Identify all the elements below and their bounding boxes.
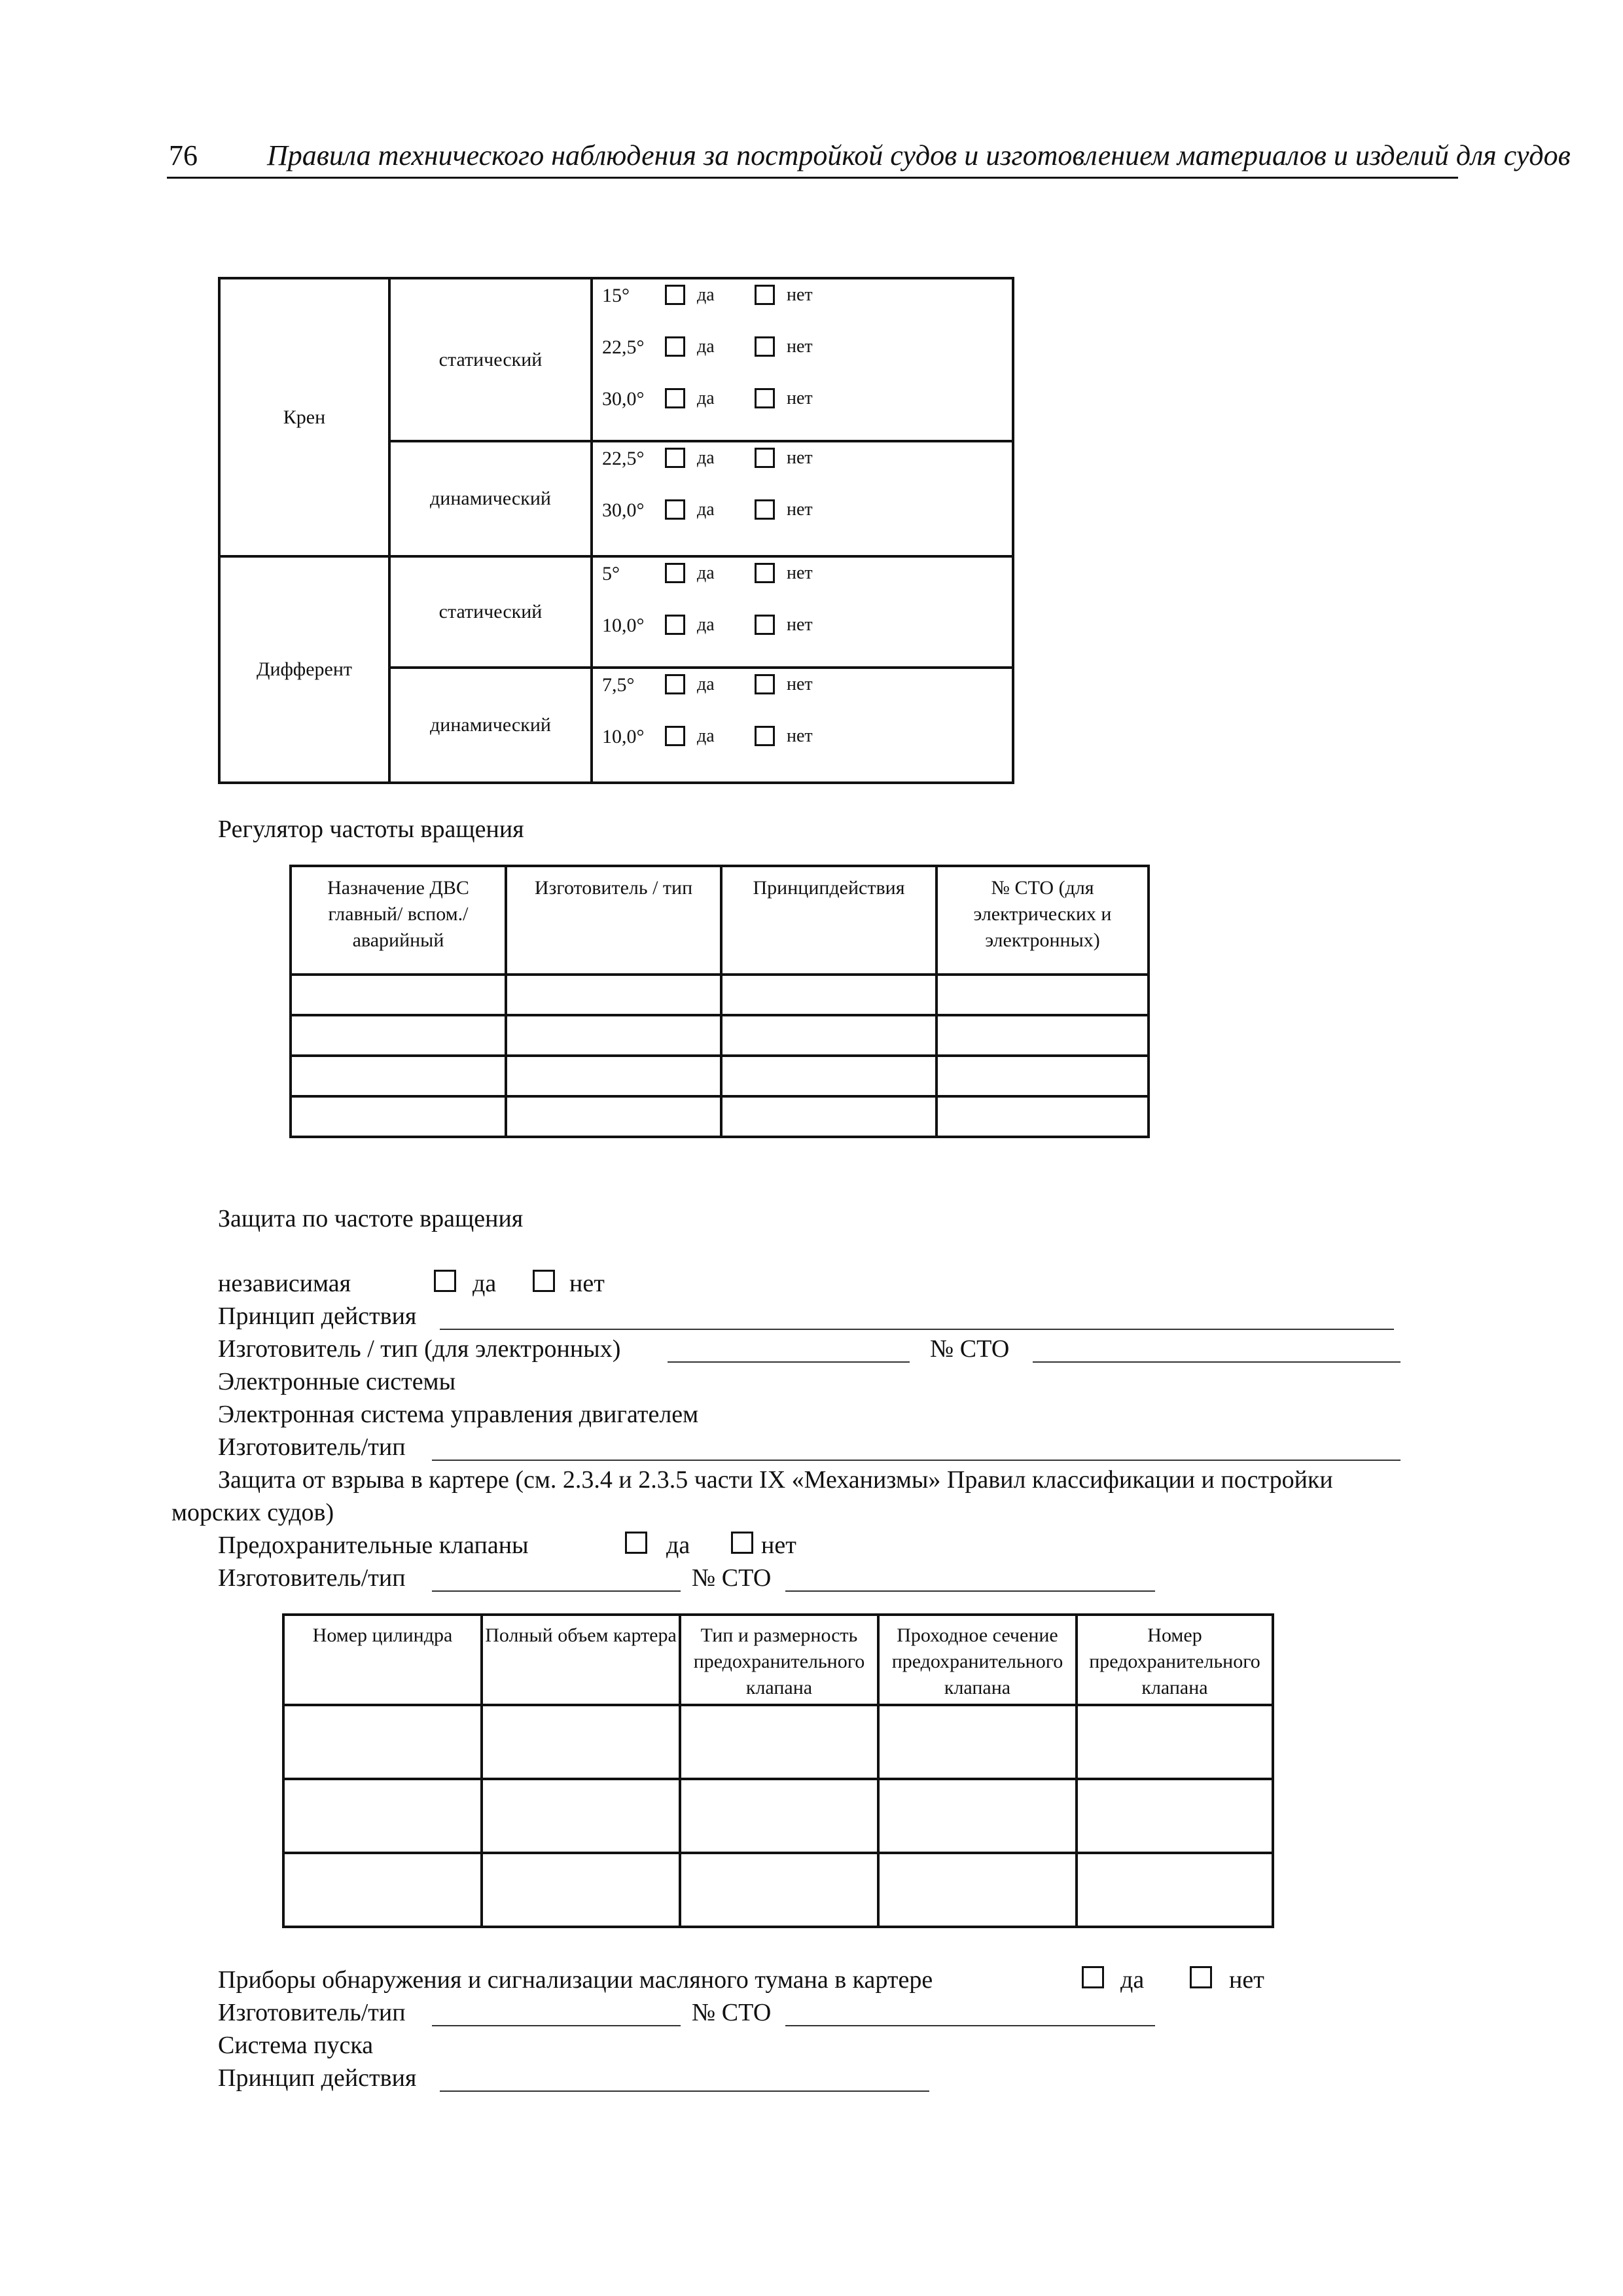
angle-option-row [602, 388, 1012, 440]
table-cell[interactable] [721, 1096, 936, 1137]
group-label: Крен [219, 278, 389, 556]
relief-no-label: нет [761, 1532, 796, 1559]
mode-label: статический [389, 278, 592, 441]
yes-label: да [697, 615, 715, 635]
table-cell[interactable] [936, 1015, 1149, 1056]
overspeed-heading: Защита по частоте вращения [218, 1205, 524, 1232]
principle-field[interactable] [440, 1329, 1394, 1330]
table-cell[interactable] [936, 975, 1149, 1015]
angle-option-row [602, 563, 1012, 615]
table-cell[interactable] [506, 1015, 721, 1056]
start-principle-field[interactable] [440, 2090, 929, 2092]
table-cell[interactable] [291, 1056, 506, 1096]
start-principle-label: Принцип действия [218, 2064, 417, 2092]
oil-mist-sto-field[interactable] [785, 2025, 1155, 2026]
oil-mist-label: Приборы обнаружения и сигнализации масляного тумана в картере [218, 1966, 933, 1994]
table-cell[interactable] [482, 1853, 680, 1927]
no-checkbox[interactable] [755, 615, 775, 635]
column-header: Тип и размерность предохранительного клапана [680, 1615, 878, 1705]
angle-value: 30,0° [602, 499, 645, 521]
column-header: Изготовитель / тип [506, 866, 721, 975]
yes-label: да [697, 285, 715, 305]
relief-valves-label: Предохранительные клапаны [218, 1532, 529, 1559]
no-checkbox[interactable] [755, 448, 775, 468]
table-cell[interactable] [291, 1015, 506, 1056]
table-row [291, 1056, 1149, 1096]
angle-option-row [602, 336, 1012, 388]
table-cell[interactable] [506, 1096, 721, 1137]
relief-sto-field[interactable] [785, 1590, 1155, 1592]
relief-no-checkbox[interactable] [731, 1532, 753, 1554]
table-row [283, 1779, 1273, 1853]
table-cell[interactable] [283, 1853, 482, 1927]
mode-label: статический [389, 556, 592, 668]
column-header: Полный объем картера [482, 1615, 680, 1705]
table-row [283, 1705, 1273, 1779]
angle-value: 22,5° [602, 336, 645, 358]
independent-label: независимая [218, 1270, 351, 1297]
relief-valves-table [282, 1613, 1274, 1928]
heel-trim-table [218, 277, 1014, 784]
speed-governor-table [289, 865, 1150, 1138]
relief-sto-label: № СТО [692, 1564, 772, 1592]
no-checkbox[interactable] [755, 726, 775, 746]
no-checkbox[interactable] [755, 499, 775, 520]
relief-yes-label: да [666, 1532, 690, 1559]
angle-option-row [602, 499, 1012, 551]
angle-value: 15° [602, 285, 630, 306]
table-row [291, 1096, 1149, 1137]
yes-label: да [697, 726, 715, 746]
table-cell[interactable] [878, 1853, 1077, 1927]
column-header: Номер предохранительного клапана [1077, 1615, 1273, 1705]
angle-option-row [602, 615, 1012, 666]
header-rule [167, 177, 1458, 179]
table-cell[interactable] [1077, 1705, 1273, 1779]
relief-yes-checkbox[interactable] [625, 1532, 647, 1554]
table-cell[interactable] [878, 1705, 1077, 1779]
crankcase-line1: Защита от взрыва в картере (см. 2.3.4 и 2.3.5 части IX «Механизмы» Правил классификации и постройки [218, 1466, 1333, 1494]
table-cell[interactable] [680, 1705, 878, 1779]
yes-checkbox[interactable] [665, 563, 685, 583]
yes-label: да [697, 674, 715, 694]
angle-value: 30,0° [602, 388, 645, 410]
table-cell[interactable] [1077, 1779, 1273, 1853]
angle-value: 7,5° [602, 674, 635, 696]
column-header: № СТО (для электрических и электронных) [936, 866, 1149, 975]
group-label: Дифферент [219, 556, 389, 783]
running-title: Правила технического наблюдения за постройкой судов и изготовлением материалов и изделий для судов [267, 139, 1571, 171]
oil-mist-no-label: нет [1229, 1966, 1264, 1994]
oil-mist-maker-label: Изготовитель/тип [218, 1999, 406, 2026]
no-label: нет [787, 336, 813, 357]
table-cell[interactable] [721, 975, 936, 1015]
no-label: нет [787, 615, 813, 635]
yes-checkbox[interactable] [665, 336, 685, 357]
no-checkbox[interactable] [755, 336, 775, 357]
column-header: Проходное сечение предохранительного клапана [878, 1615, 1077, 1705]
table-row [291, 975, 1149, 1015]
yes-checkbox[interactable] [665, 499, 685, 520]
angle-option-row [602, 726, 1012, 778]
relief-maker-label: Изготовитель/тип [218, 1564, 406, 1592]
maker-type-field[interactable] [432, 1460, 1400, 1461]
no-label: нет [787, 388, 813, 408]
no-label: нет [787, 674, 813, 694]
sto-label: № СТО [930, 1335, 1010, 1363]
table-cell[interactable] [878, 1779, 1077, 1853]
no-label: нет [787, 563, 813, 583]
angle-option-row [602, 448, 1012, 499]
table-cell[interactable] [680, 1853, 878, 1927]
table-cell[interactable] [482, 1779, 680, 1853]
yes-label: да [697, 563, 715, 583]
yes-label: да [697, 336, 715, 357]
no-label: нет [787, 448, 813, 468]
maker-type-label: Изготовитель/тип [218, 1433, 406, 1461]
electronic-systems-label: Электронные системы [218, 1368, 456, 1395]
table-cell[interactable] [680, 1779, 878, 1853]
independent-yes-checkbox[interactable] [434, 1270, 456, 1292]
table-row [291, 1015, 1149, 1056]
table-cell[interactable] [482, 1705, 680, 1779]
yes-label: да [697, 448, 715, 468]
yes-label: да [697, 388, 715, 408]
table-cell[interactable] [291, 1096, 506, 1137]
table-cell[interactable] [506, 1056, 721, 1096]
yes-checkbox[interactable] [665, 726, 685, 746]
principle-label: Принцип действия [218, 1302, 417, 1330]
maker-electronic-label: Изготовитель / тип (для электронных) [218, 1335, 621, 1363]
angle-value: 22,5° [602, 448, 645, 469]
oil-mist-maker-field[interactable] [432, 2025, 681, 2026]
no-label: нет [787, 726, 813, 746]
oil-mist-sto-label: № СТО [692, 1999, 772, 2026]
table-cell[interactable] [506, 975, 721, 1015]
independent-yes-label: да [473, 1270, 497, 1297]
mode-label: динамический [389, 668, 592, 783]
column-header: Назначение ДВС главный/ вспом./ аварийный [291, 866, 506, 975]
no-checkbox[interactable] [755, 388, 775, 408]
speed-governor-heading: Регулятор частоты вращения [218, 816, 524, 843]
no-label: нет [787, 499, 813, 520]
oil-mist-yes-label: да [1120, 1966, 1145, 1994]
yes-checkbox[interactable] [665, 285, 685, 305]
sto-field[interactable] [1033, 1361, 1400, 1363]
table-cell[interactable] [936, 1056, 1149, 1096]
page-number: 76 [169, 139, 198, 171]
yes-label: да [697, 499, 715, 520]
maker-electronic-field[interactable] [668, 1361, 910, 1363]
engine-control-label: Электронная система управления двигателем [218, 1401, 699, 1428]
angle-value: 5° [602, 563, 620, 584]
yes-checkbox[interactable] [665, 615, 685, 635]
oil-mist-yes-checkbox[interactable] [1082, 1966, 1104, 1988]
independent-no-checkbox[interactable] [533, 1270, 555, 1292]
table-row [283, 1853, 1273, 1927]
table-cell[interactable] [721, 1056, 936, 1096]
angle-value: 10,0° [602, 726, 645, 747]
table-cell[interactable] [936, 1096, 1149, 1137]
table-cell[interactable] [721, 1015, 936, 1056]
yes-checkbox[interactable] [665, 448, 685, 468]
independent-no-label: нет [569, 1270, 605, 1297]
no-checkbox[interactable] [755, 285, 775, 305]
mode-label: динамический [389, 441, 592, 556]
crankcase-line2: морских судов) [171, 1499, 334, 1526]
yes-checkbox[interactable] [665, 674, 685, 694]
yes-checkbox[interactable] [665, 388, 685, 408]
column-header: Номер цилиндра [283, 1615, 482, 1705]
no-checkbox[interactable] [755, 674, 775, 694]
oil-mist-no-checkbox[interactable] [1190, 1966, 1212, 1988]
angle-value: 10,0° [602, 615, 645, 636]
no-checkbox[interactable] [755, 563, 775, 583]
no-label: нет [787, 285, 813, 305]
relief-maker-field[interactable] [432, 1590, 681, 1592]
angle-option-row [602, 285, 1012, 336]
table-cell[interactable] [283, 1705, 482, 1779]
table-cell[interactable] [283, 1779, 482, 1853]
table-cell[interactable] [291, 975, 506, 1015]
column-header: Принципдействия [721, 866, 936, 975]
table-cell[interactable] [1077, 1853, 1273, 1927]
start-system-label: Система пуска [218, 2032, 374, 2059]
angle-option-row [602, 674, 1012, 726]
